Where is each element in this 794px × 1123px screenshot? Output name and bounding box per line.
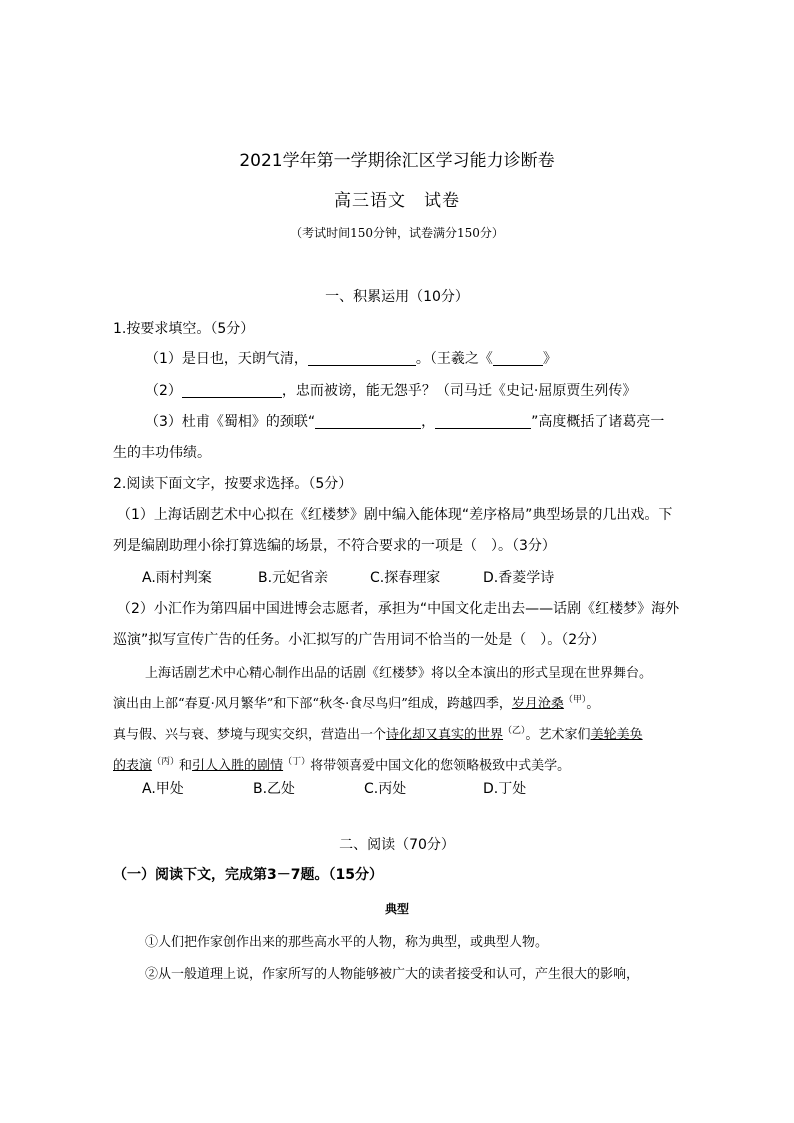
reading-part1-heading: （一）阅读下文，完成第3－7题。（15分）	[113, 867, 383, 883]
q2-sub1-line1: （1）上海话剧艺术中心拟在《红楼梦》剧中编入能体现“差序格局”典型场景的几出戏。下	[117, 507, 673, 523]
ad-passage-line1: 上海话剧艺术中心精心制作出品的话剧《红楼梦》将以全本演出的形式呈现在世界舞台。	[145, 666, 653, 681]
exam-subtitle: 高三语文 试卷	[334, 191, 460, 211]
article-paragraph-2: ②从一般道理上说，作家所写的人物能够被广大的读者接受和认可，产生很大的影响，	[145, 967, 640, 982]
marker-ding: （丁）	[283, 757, 311, 767]
q2-sub1-line2: 列是编剧助理小徐打算选编的场景，不符合要求的一项是（ ）。（3分）	[113, 538, 556, 554]
q2-stem: 2.阅读下面文字，按要求选择。（5分）	[113, 476, 353, 492]
q1-item3	[145, 411, 664, 431]
underlined-phrase-bing-end: 的表演	[113, 758, 153, 774]
q1-item3-text-a: （3）杜甫《蜀相》的颈联“	[145, 414, 316, 430]
underlined-phrase-bing-start: 美轮美奂	[590, 727, 643, 743]
q2-sub2-option-d[interactable]: D.丁处	[483, 781, 527, 797]
marker-bing: （丙）	[152, 757, 180, 767]
q1-item1-text-c: 》	[542, 351, 557, 367]
ad-passage-line3	[113, 723, 643, 742]
q1-item3-text-c: ”高度概括了诸葛亮一	[531, 414, 665, 430]
q1-item2-text-b: ，忠而被谤，能无怨乎？（司马迁《史记·屈原贾生列传》	[281, 383, 637, 399]
passage-text: 和	[179, 758, 193, 774]
exam-note: （考试时间150分钟，试卷满分150分）	[290, 226, 504, 240]
q2-sub1-option-c[interactable]: C.探春理家	[370, 570, 441, 586]
q1-item2	[145, 380, 636, 400]
answer-blank[interactable]	[315, 413, 421, 429]
q1-item2-text-a: （2）	[145, 383, 182, 399]
q1-item1-text-a: （1）是日也，天朗气清，	[145, 351, 308, 367]
passage-text: 真与假、兴与衰、梦境与现实交织，营造出一个	[113, 727, 387, 743]
q1-item3-text-b: ，	[421, 414, 436, 430]
passage-text: 。	[586, 696, 600, 712]
ad-passage-line4	[113, 754, 570, 773]
underlined-phrase-yi: 诗化却又真实的世界	[386, 727, 504, 743]
passage-text: 演出由上部“春夏·风月繁华”和下部“秋冬·食尽鸟归”组成，跨越四季，	[113, 696, 512, 712]
answer-blank[interactable]	[493, 350, 543, 366]
marker-jia: （甲）	[563, 695, 587, 705]
answer-blank[interactable]	[435, 413, 531, 429]
article-paragraph-1: ①人们把作家创作出来的那些高水平的人物，称为典型，或典型人物。	[145, 935, 549, 950]
q2-sub1-option-a[interactable]: A.雨村判案	[142, 570, 212, 586]
passage-text: 将带领喜爱中国文化的您领略极致中式美学。	[310, 758, 571, 774]
passage-text: 。艺术家们	[525, 727, 591, 743]
q2-sub1-option-d[interactable]: D.香菱学诗	[483, 570, 555, 586]
answer-blank[interactable]	[182, 382, 282, 398]
q1-item3-cont: 生的丰功伟绩。	[113, 445, 211, 461]
q2-sub2-option-c[interactable]: C.丙处	[364, 781, 407, 797]
underlined-phrase-jia: 岁月沧桑	[511, 696, 564, 712]
ad-passage-line2	[113, 692, 599, 711]
q2-sub2-line1: （2）小汇作为第四届中国进博会志愿者，承担为“中国文化走出去——话剧《红楼梦》海外	[117, 601, 680, 617]
answer-blank[interactable]	[308, 350, 416, 366]
q1-stem: 1.按要求填空。（5分）	[113, 321, 255, 337]
article-title: 典型	[384, 902, 409, 916]
q1-item1-text-b: 。（王羲之《	[415, 351, 493, 367]
section2-heading: 二、阅读（70分）	[339, 837, 455, 853]
q2-sub2-option-b[interactable]: B.乙处	[253, 781, 296, 797]
q2-sub1-option-b[interactable]: B.元妃省亲	[258, 570, 329, 586]
underlined-phrase-ding: 引人入胜的剧情	[192, 758, 284, 774]
q2-sub2-line2: 巡演”拟写宣传广告的任务。小汇拟写的广告用词不恰当的一处是（ ）。（2分）	[113, 632, 606, 648]
q1-item1	[145, 348, 557, 368]
section1-heading: 一、积累运用（10分）	[325, 289, 469, 305]
q2-sub2-option-a[interactable]: A.甲处	[142, 781, 184, 797]
exam-title: 2021学年第一学期徐汇区学习能力诊断卷	[239, 151, 555, 171]
marker-yi: （乙）	[503, 726, 526, 736]
